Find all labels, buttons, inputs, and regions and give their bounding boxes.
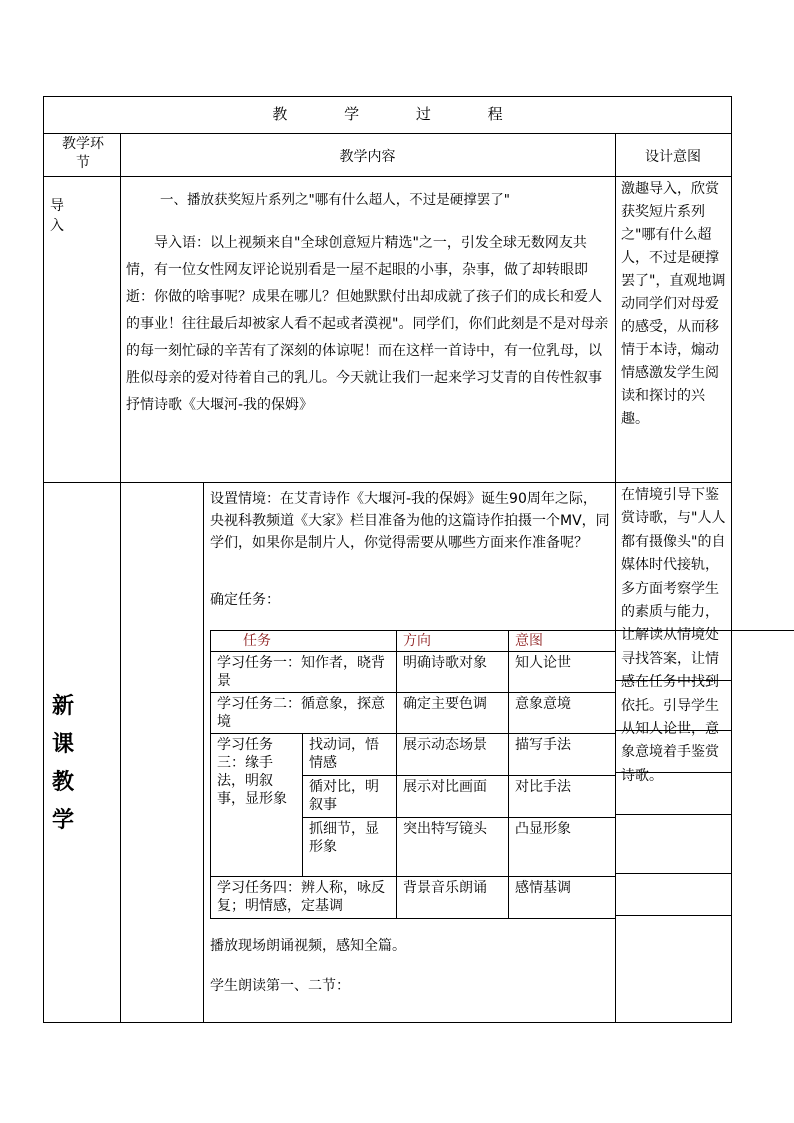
task2-purpose: 意象意境 xyxy=(509,693,616,734)
intro-intent: 激趣导入，欣赏获奖短片系列之"哪有什么超人，不过是硬撑罢了"，直观地调动同学们对母爱的感受，从而移情于本诗，煽动情感激发学生阅读和探讨的兴趣。 xyxy=(621,181,726,427)
outer-right-border xyxy=(731,96,732,1023)
task2-cell: 学习任务二：循意象，探意境 xyxy=(211,693,397,734)
col1-divider xyxy=(120,133,121,1023)
outer-top-border xyxy=(43,96,732,97)
outer-bottom-border xyxy=(43,1022,732,1023)
newlesson-intent: 在情境引导下鉴赏诗歌，与"人人都有摄像头"的自媒体时代接轨，多方面考察学生的素质与能力，让解读从情境处寻找答案，让情感在任务中找到依托。引导学生从知人论世，意象意境着手鉴赏诗歌。 xyxy=(621,487,726,784)
header-stage: 教学环节 xyxy=(62,136,104,171)
intro-stage: 导入 xyxy=(50,198,64,234)
task3a-sub: 找动词，悟情感 xyxy=(303,734,397,776)
content-inner-divider xyxy=(203,482,204,1023)
intro-row-divider xyxy=(43,482,732,483)
after-text-1: 播放现场朗诵视频，感知全篇。 xyxy=(210,938,406,954)
task3b-purpose: 对比手法 xyxy=(509,776,616,818)
title-row-divider xyxy=(43,133,732,134)
task3c-direction: 突出特写镜头 xyxy=(397,818,509,877)
intro-line1: 一、播放获奖短片系列之"哪有什么超人，不过是硬撑罢了" xyxy=(160,192,510,208)
task3a-direction: 展示动态场景 xyxy=(397,734,509,776)
task3b-sub: 循对比，明叙事 xyxy=(303,776,397,818)
outer-left-border xyxy=(43,96,44,1023)
direction-header: 方向 xyxy=(397,631,509,652)
task-label: 确定任务： xyxy=(210,592,280,608)
task2-direction: 确定主要色调 xyxy=(397,693,509,734)
header-intent: 设计意图 xyxy=(645,149,701,165)
newlesson-stage: 新课教学 xyxy=(51,694,74,833)
task1-purpose: 知人论世 xyxy=(509,652,616,693)
task4-purpose: 感情基调 xyxy=(509,877,616,919)
header-row-divider xyxy=(43,176,732,177)
task4-direction: 背景音乐朗诵 xyxy=(397,877,509,919)
after-text-2: 学生朗读第一、二节： xyxy=(210,978,350,994)
task1-direction: 明确诗歌对象 xyxy=(397,652,509,693)
header-content: 教学内容 xyxy=(339,149,396,165)
task1-cell: 学习任务一：知作者，晓背景 xyxy=(211,652,397,693)
intent-line-7 xyxy=(615,915,731,916)
task4-cell: 学习任务四：辨人称，咏反复；明情感，定基调 xyxy=(211,877,397,919)
intro-paragraph: 导入语：以上视频来自"全球创意短片精选"之一，引发全球无数网友共情，有一位女性网友评论说别看是一屋不起眼的小事，杂事，做了却转眼即逝：你做的啥事呢？成果在哪儿？但她默默付出却成就了孩子们的成长和爱人的事业！往往最后却被家人看不起或者漠视"。同学们，你们此刻是不是对母亲的每一刻忙碌的辛苦有了深刻的体谅呢！而在这样一首诗中，有一位乳母，以胜似母亲的爱对待着自己的乳儿。今天就让我们一起来学习艾青的自传性叙事抒情诗歌《大堰河-我的保姆》 xyxy=(126,235,609,413)
task-header: 任务 xyxy=(211,631,397,652)
newlesson-scenario: 设置情境：在艾青诗作《大堰河-我的保姆》诞生90周年之际，央视科教频道《大家》栏目准备为他的这篇诗作拍摄一个MV，同学们，如果你是制片人，你觉得需要从哪些方面来作准备呢？ xyxy=(210,491,610,551)
task3c-purpose: 凸显形象 xyxy=(509,818,616,877)
task3b-direction: 展示对比画面 xyxy=(397,776,509,818)
table-title: 教 学 过 程 xyxy=(272,105,503,123)
task3a-purpose: 描写手法 xyxy=(509,734,616,776)
task3-cell: 学习任务三：缘手法，明叙事，显形象 xyxy=(211,734,303,877)
task3c-sub: 抓细节，显形象 xyxy=(303,818,397,877)
intent-line-5 xyxy=(615,814,731,815)
purpose-header: 意图 xyxy=(509,631,616,652)
task-table xyxy=(210,630,616,919)
intent-line-6 xyxy=(615,873,731,874)
